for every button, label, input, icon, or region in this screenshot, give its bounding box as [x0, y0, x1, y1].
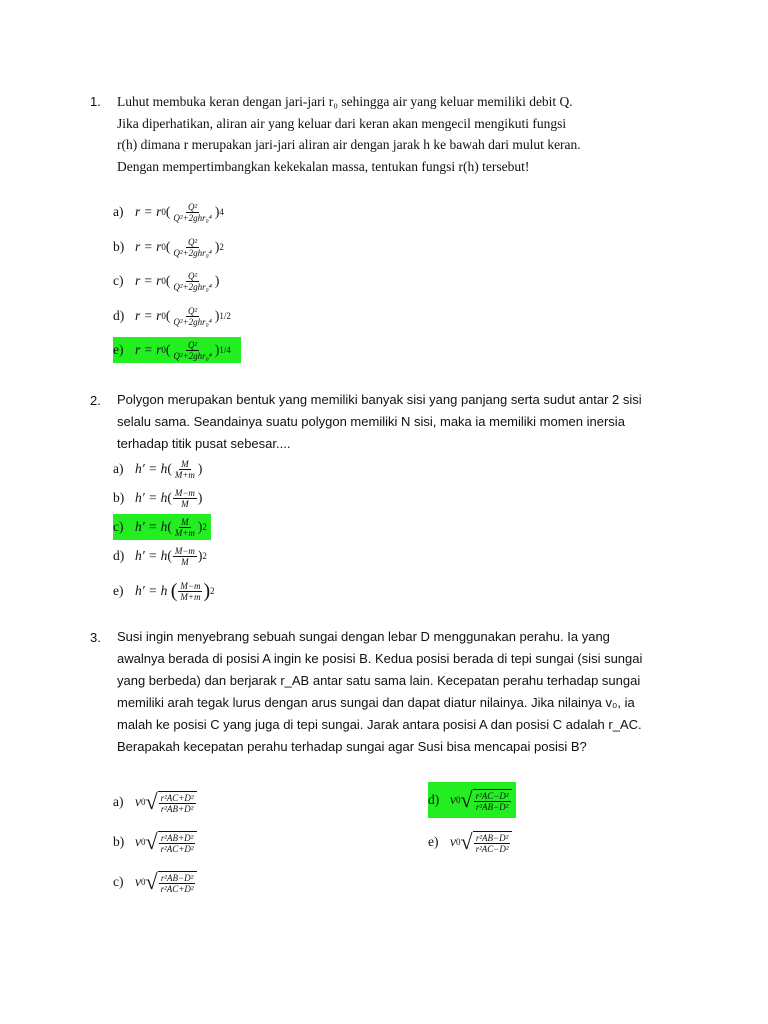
- answer-option-b[interactable]: b) v 0 √ $\frac{\text{r²AB+D²}}{\text{r²AC+D²}}$: [113, 826, 197, 858]
- square-root: √ $\frac{\text{r²AB+D²}}{\text{r²AC+D²}}$: [146, 831, 197, 854]
- question-line: Berapakah kecepatan perahu terhadap sungai agar Susi bisa mencapai posisi B?: [117, 739, 587, 754]
- answer-option-b[interactable]: b) r = r 0 ( $\frac{\text{Q²}}{\text{Q²+2ghr₀⁴}}$ ) 2: [113, 236, 224, 258]
- question-text: [117, 389, 687, 455]
- question-number: 1.: [90, 94, 101, 109]
- question-line: memiliki arah tegak lurus dengan arus sungai dan dapat diatur nilainya. Jika nilainya v₀, ia: [117, 695, 635, 710]
- answer-option-d[interactable]: d) v 0 √ $\frac{\text{r²AC−D²}}{\text{r²AB−D²}}$: [428, 782, 516, 818]
- answer-option-a[interactable]: a) h′ = h ( $\frac{M}{M+m}$ ): [113, 458, 203, 480]
- square-root: √ $\frac{\text{r²AB−D²}}{\text{r²AC+D²}}$: [146, 871, 197, 894]
- fraction: $\frac{\text{Q²}}{\text{Q²+2ghr₀⁴}}$: [173, 339, 212, 361]
- answer-option-c[interactable]: c) r = r 0 ( $\frac{\text{Q²}}{\text{Q²+2ghr₀⁴}}$ ): [113, 270, 220, 292]
- square-root: √ $\frac{\text{r²AC−D²}}{\text{r²AB−D²}}$: [461, 789, 512, 812]
- fraction: $\frac{M-m}{M+m}$: [180, 580, 201, 602]
- fraction: $\frac{\text{Q²}}{\text{Q²+2ghr₀⁴}}$: [173, 305, 212, 327]
- question-line: Luhut membuka keran dengan jari-jari r₀ sehingga air yang keluar memiliki debit Q.: [117, 94, 573, 109]
- answer-option-c[interactable]: c) h′ = h ( $\frac{M}{M+m}$ ) 2: [113, 514, 211, 540]
- answer-option-c[interactable]: c) v 0 √ $\frac{\text{r²AB−D²}}{\text{r²AC+D²}}$: [113, 866, 197, 898]
- question-line: yang berbeda) dan berjarak r_AB antar satu sama lain. Kecepatan perahu terhadap sungai: [117, 673, 641, 688]
- question-line: Polygon merupakan bentuk yang memiliki banyak sisi yang panjang serta sudut antar 2 sisi: [117, 392, 642, 407]
- question-line: Jika diperhatikan, aliran air yang keluar dari keran akan mengecil mengikuti fungsi: [117, 115, 567, 131]
- answer-option-d[interactable]: d) r = r 0 ( $\frac{\text{Q²}}{\text{Q²+2ghr₀⁴}}$ ) 1/2: [113, 305, 231, 327]
- answer-option-a[interactable]: a) r = r 0 ( $\frac{\text{Q²}}{\text{Q²+2ghr₀⁴}}$ ) 4: [113, 201, 224, 223]
- fraction: $\frac{M}{M+m}$: [174, 458, 195, 480]
- answer-option-e[interactable]: e) r = r 0 ( $\frac{\text{Q²}}{\text{Q²+2ghr₀⁴}}$ ) 1/4: [113, 337, 241, 363]
- question-line: terhadap titik pusat sebesar....: [117, 436, 291, 451]
- fraction: $\frac{M-m}{M}$: [174, 545, 195, 567]
- fraction: $\frac{\text{Q²}}{\text{Q²+2ghr₀⁴}}$: [173, 270, 212, 292]
- question-number: 2.: [90, 393, 101, 408]
- question-line: awalnya berada di posisi A ingin ke posisi B. Kedua posisi berada di tepi sungai (sisi sungai: [117, 651, 643, 666]
- answer-option-d[interactable]: d) h′ = h ( $\frac{M-m}{M}$ ) 2: [113, 545, 207, 567]
- answer-option-a[interactable]: a) v 0 √ $\frac{\text{r²AC+D²}}{\text{r²AB+D²}}$: [113, 786, 197, 818]
- square-root: √ $\frac{\text{r²AB−D²}}{\text{r²AC−D²}}$: [461, 831, 512, 854]
- question-line: selalu sama. Seandainya suatu polygon memiliki N sisi, maka ia memiliki momen inersia: [117, 414, 625, 429]
- question-number: 3.: [90, 630, 101, 645]
- question-text: [117, 91, 697, 177]
- fraction: $\frac{\text{Q²}}{\text{Q²+2ghr₀⁴}}$: [173, 236, 212, 258]
- square-root: √ $\frac{\text{r²AC+D²}}{\text{r²AB+D²}}$: [146, 791, 197, 814]
- fraction: $\frac{\text{Q²}}{\text{Q²+2ghr₀⁴}}$: [173, 201, 212, 223]
- question-text: [117, 626, 687, 758]
- question-line: malah ke posisi C yang juga di tepi sungai. Jarak antara posisi A dan posisi C adalah r_AC.: [117, 717, 642, 732]
- question-line: Susi ingin menyebrang sebuah sungai dengan lebar D menggunakan perahu. Ia yang: [117, 629, 610, 644]
- fraction: $\frac{M-m}{M}$: [174, 487, 195, 509]
- answer-option-b[interactable]: b) h′ = h ( $\frac{M-m}{M}$ ): [113, 487, 203, 509]
- question-line: Dengan mempertimbangkan kekekalan massa, tentukan fungsi r(h) tersebut!: [117, 158, 530, 174]
- answer-option-e[interactable]: e) v 0 √ $\frac{\text{r²AB−D²}}{\text{r²AC−D²}}$: [428, 826, 512, 858]
- answer-option-e[interactable]: e) h′ = h ( $\frac{M-m}{M+m}$ ) 2: [113, 580, 215, 602]
- fraction: $\frac{M}{M+m}$: [174, 516, 195, 538]
- question-line: r(h) dimana r merupakan jari-jari aliran air dengan jarak h ke bawah dari mulut keran.: [117, 137, 581, 152]
